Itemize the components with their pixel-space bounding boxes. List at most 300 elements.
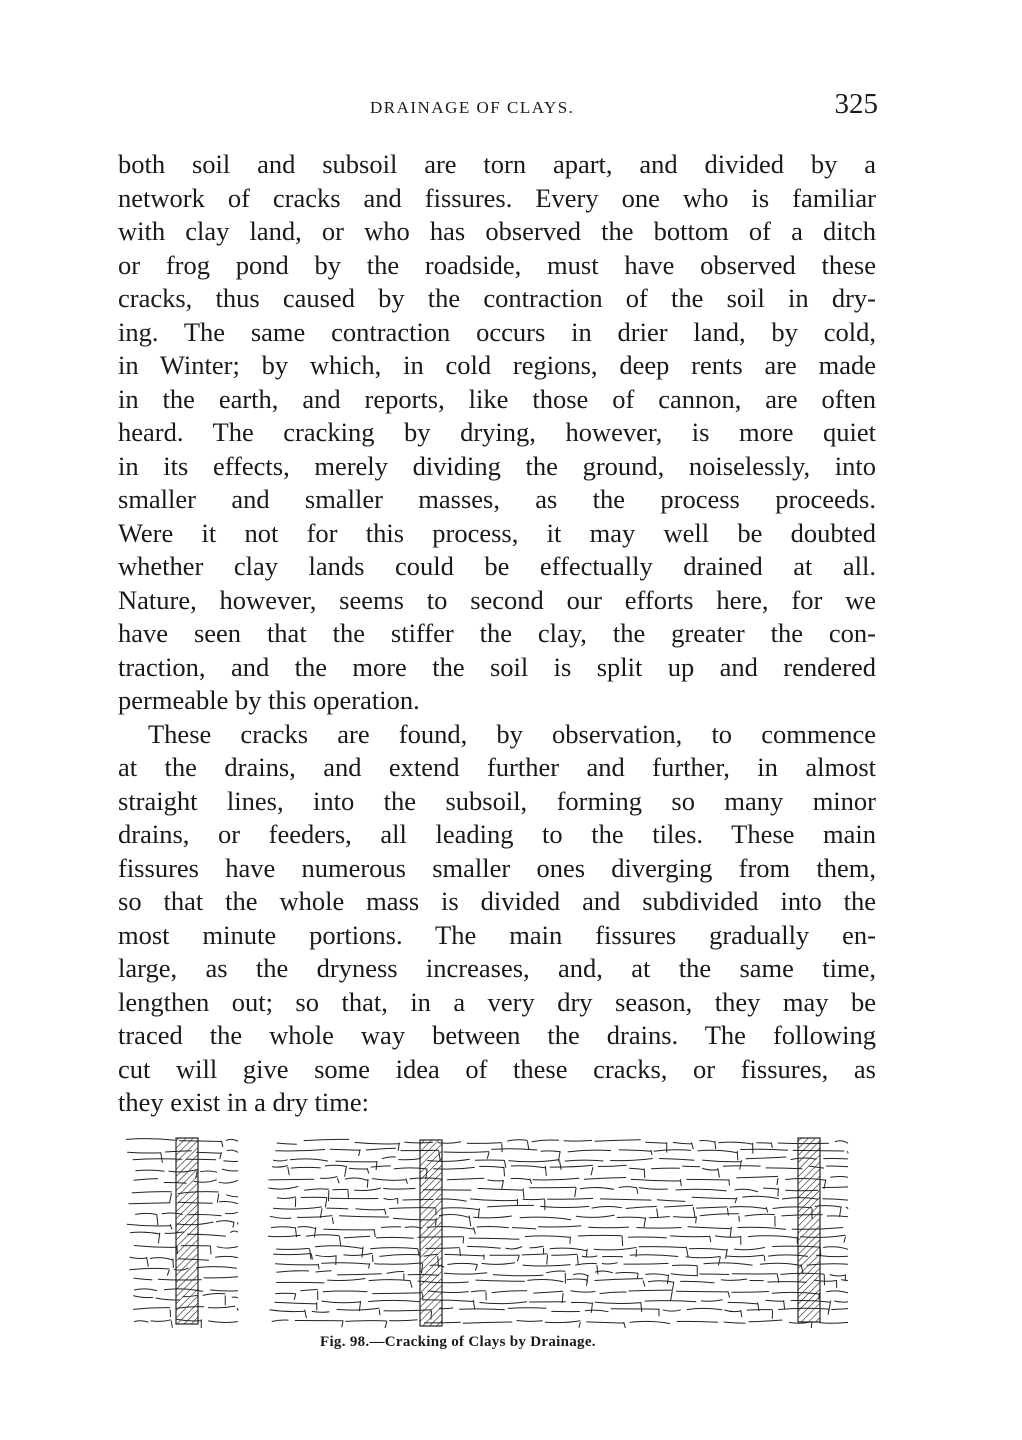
crack-line [291,1167,321,1168]
crack-line [304,1189,329,1190]
crack-line [217,1194,219,1203]
crack-line [339,1216,389,1217]
crack-line [126,1139,175,1141]
crack-line [399,1159,421,1160]
crack-line [270,1310,305,1312]
crack-line [469,1216,471,1227]
crack-line [132,1192,172,1193]
crack-line [823,1247,848,1250]
crack-line [376,1237,414,1238]
body-text [118,148,876,1120]
crack-line [134,1289,157,1291]
crack-line [784,1300,785,1309]
crack-line [384,1198,398,1199]
text-line: traced the whole way between the drains. The following [118,1020,876,1050]
crack-line [545,1321,581,1323]
crack-line [340,1236,341,1246]
crack-line [586,1322,624,1323]
crack-line [564,1140,592,1141]
text-line: both soil and subsoil are torn apart, and divided by a [118,149,876,179]
crack-line [657,1209,658,1218]
crack-line [478,1188,523,1190]
crack-line [551,1254,577,1255]
text-line: in its effects, merely dividing the ground, noiselessly, into [118,450,876,481]
crack-line [273,1160,288,1161]
crack-line [671,1291,673,1301]
crack-line [610,1159,652,1161]
crack-line [533,1178,580,1180]
text-line: lengthen out; so that, in a very dry season, they may be [118,986,876,1017]
crack-line [616,1273,639,1274]
crack-line [133,1296,153,1298]
crack-line [637,1273,638,1279]
crack-line [196,1267,237,1269]
crack-line [471,1291,486,1292]
crack-line [523,1265,571,1266]
crack-line [473,1300,474,1309]
crack-line [702,1160,741,1162]
crack-line [630,1255,678,1257]
crack-line [643,1281,645,1287]
crack-line [312,1311,330,1312]
crack-line [463,1322,512,1323]
crack-line [529,1246,543,1248]
text-line: most minute portions. The main fissures gradually en- [118,919,876,950]
crack-line [150,1258,173,1261]
crack-line [730,1207,767,1209]
crack-line [577,1255,578,1265]
crack-line [385,1321,387,1328]
crack-line [522,1254,548,1255]
crack-line [196,1152,221,1153]
crack-line [237,1308,238,1310]
crack-line [692,1197,737,1198]
crack-line [326,1208,348,1209]
crack-line [129,1268,169,1269]
crack-line [680,1281,714,1283]
crack-line [545,1166,546,1176]
crack-line [766,1207,768,1212]
crack-line [527,1280,563,1282]
crack-line [699,1140,714,1142]
crack-line [342,1321,343,1328]
crack-line [591,1303,592,1313]
crack-line [657,1200,685,1202]
crack-line [520,1217,571,1220]
crack-line [487,1152,489,1159]
crack-line [736,1176,778,1178]
crack-line [764,1256,765,1261]
crack-line [582,1256,598,1257]
crack-line [727,1208,728,1216]
crack-line [816,1255,848,1256]
crack-line [827,1216,848,1217]
crack-line [210,1290,238,1291]
crack-line [568,1150,611,1152]
crack-line [571,1302,593,1303]
crack-line [374,1229,375,1237]
crack-line [600,1199,652,1200]
crack-line [639,1188,668,1190]
crack-line [470,1199,517,1201]
crack-line [477,1226,509,1227]
crack-line [576,1215,615,1217]
crack-line [692,1142,694,1149]
crack-line [479,1166,504,1167]
crack-line [332,1217,333,1224]
crack-line [718,1168,720,1177]
crack-line [651,1168,680,1169]
crack-line [728,1302,758,1304]
drain-column-center [420,1140,442,1326]
crack-line [741,1310,742,1317]
drain-column-left [176,1138,198,1324]
crack-line [649,1217,670,1218]
crack-line [275,1150,325,1151]
crack-line [738,1227,786,1229]
crack-line [343,1253,372,1255]
crack-line [740,1149,788,1150]
crack-line [600,1292,627,1294]
crack-line [588,1227,629,1228]
crack-line [320,1177,338,1179]
crack-line [222,1169,238,1171]
crack-line [622,1236,623,1246]
text-line: Nature, however, seems to second our efforts here, for we [118,584,876,615]
crack-line [584,1178,626,1180]
crack-line [718,1257,720,1266]
crack-line [226,1195,238,1197]
crack-line [724,1322,746,1323]
crack-line [742,1196,779,1198]
crack-line [332,1189,348,1190]
crack-line [505,1247,522,1249]
crack-line [442,1208,480,1210]
crack-line [200,1171,217,1172]
crack-line [715,1236,741,1237]
crack-line [381,1227,401,1228]
crack-line [368,1300,420,1301]
crack-line [406,1179,408,1184]
text-line: have seen that the stiffer the clay, the greater the con- [118,618,876,648]
crack-line [547,1198,593,1199]
crack-line [382,1157,396,1159]
crack-line [275,1264,318,1265]
crack-line [509,1160,560,1162]
crack-line [822,1199,848,1200]
crack-line [693,1207,695,1218]
crack-line [570,1291,595,1292]
crack-line [673,1142,692,1144]
crack-line [300,1290,317,1291]
crack-line [602,1263,618,1264]
crack-line [290,1159,328,1161]
crack-line [822,1187,848,1188]
crack-line [673,1217,696,1218]
crack-line [158,1233,159,1244]
crack-line [410,1281,412,1288]
crack-line [726,1255,764,1257]
crack-line [737,1151,738,1160]
crack-line [715,1141,716,1149]
crack-line [688,1227,732,1229]
crack-line [756,1143,771,1144]
crack-line [127,1224,170,1226]
crack-line [161,1152,163,1163]
crack-line [270,1216,292,1218]
crack-line [624,1263,669,1264]
crack-line [130,1232,160,1234]
crack-line [227,1150,238,1152]
text-line: permeable by this operation. [118,685,420,715]
crack-line [277,1197,296,1199]
crack-line [507,1140,527,1141]
crack-line [356,1209,385,1210]
crack-line [701,1300,723,1301]
text-line: drains, or feeders, all leading to the tiles. These main [118,819,876,849]
crack-line [628,1237,667,1238]
crack-line [659,1159,694,1161]
crack-line [232,1297,238,1298]
crack-line [579,1322,581,1328]
crack-line [546,1271,565,1273]
crack-line [629,1168,644,1169]
text-line: whether clay lands could be effectually drained at all. [118,551,876,581]
crack-line [129,1203,171,1204]
crack-line [134,1179,159,1181]
crack-line [380,1254,420,1256]
text-line: large, as the dryness increases, and, at the same time, [118,953,876,983]
crack-line [664,1205,693,1207]
crack-line [745,1214,775,1216]
crack-line [617,1217,646,1218]
crack-line [831,1309,848,1310]
crack-line [624,1322,626,1328]
crack-line [724,1310,740,1312]
crack-line [133,1308,170,1310]
crack-line [268,1186,298,1189]
crack-line [550,1248,588,1251]
text-line: cracks, thus caused by the contraction of the soil in dry- [118,283,876,313]
crack-line [619,1187,637,1188]
crack-line [476,1280,525,1281]
crack-line [573,1274,588,1276]
text-line: ing. The same contraction occurs in drier land, by cold, [118,316,876,347]
crack-line [533,1291,563,1293]
crack-line [636,1228,681,1229]
crack-line [591,1167,593,1175]
crack-line [570,1237,571,1244]
crack-line [778,1188,779,1196]
crack-line [217,1247,238,1249]
crack-line [323,1291,368,1292]
drain-column-right [798,1138,820,1322]
text-line: with clay land, or who has observed the bottom of a ditch [118,216,876,246]
figure-caption: Fig. 98.—Cracking of Clays by Drainage. [320,1334,596,1350]
crack-line [463,1237,464,1243]
crack-line [672,1282,673,1291]
crack-line [828,1310,829,1315]
crack-line [237,1222,238,1224]
crack-line [721,1279,747,1280]
crack-line [508,1308,547,1309]
crack-line [527,1141,529,1150]
crack-line [631,1179,681,1181]
crack-line [130,1257,147,1258]
crack-line [387,1271,404,1273]
crack-line [311,1254,312,1260]
crack-line [348,1190,349,1199]
crack-line [585,1310,609,1312]
crack-line [734,1247,765,1249]
crack-lines [126,1139,848,1328]
crack-line [203,1293,226,1295]
crack-line [630,1321,671,1323]
crack-line [310,1249,311,1259]
crack-line [219,1180,238,1183]
crack-line [645,1301,697,1302]
crack-line [651,1150,652,1155]
crack-line [654,1150,691,1152]
crack-line [487,1205,534,1207]
crack-line [275,1302,317,1304]
crack-line [686,1179,729,1180]
crack-line [372,1293,422,1294]
crack-line [689,1248,728,1250]
crack-line [233,1222,234,1228]
crack-line [330,1149,360,1150]
crack-line [699,1274,729,1275]
crack-line [135,1213,157,1214]
crack-line [371,1166,391,1167]
crack-line [288,1167,290,1175]
crack-line [598,1165,627,1166]
crack-line [687,1308,723,1309]
crack-line [696,1207,727,1208]
text-line: in Winter; by which, in cold regions, deep rents are made [118,350,876,380]
crack-line [844,1237,846,1243]
crack-line [134,1246,177,1248]
crack-line [170,1309,171,1317]
text-line: smaller and smaller masses, as the process proceeds. [118,484,876,514]
crack-line [469,1238,520,1239]
crack-line [834,1301,848,1302]
crack-line [318,1264,319,1270]
crack-line [297,1216,332,1218]
text-line: so that the whole mass is divided and subdivided into the [118,886,876,916]
crack-line [134,1321,148,1322]
crack-line [735,1197,737,1203]
crack-line [611,1309,659,1310]
crack-line [766,1168,803,1169]
crack-line [629,1290,673,1291]
crack-line [127,1152,161,1153]
crack-line [272,1320,289,1322]
crack-line [760,1263,801,1265]
crack-line [597,1265,598,1274]
crack-line [376,1161,377,1170]
crack-line [222,1141,223,1147]
crack-line [763,1188,778,1189]
crack-line [648,1281,674,1282]
crack-line [504,1167,505,1177]
crack-line [710,1236,711,1242]
crack-line [525,1236,571,1238]
crack-line [367,1168,369,1173]
crack-line [383,1188,415,1189]
crack-line [595,1140,641,1142]
crack-line [327,1279,365,1281]
crack-line [811,1322,812,1328]
crack-line [294,1294,296,1300]
crack-line [580,1188,614,1190]
crack-line [777,1178,778,1185]
crack-line [374,1263,423,1264]
crack-line [321,1263,369,1264]
crack-line [523,1199,545,1200]
crack-line [151,1320,172,1322]
crack-line [492,1291,527,1293]
crack-line [523,1188,524,1198]
crack-line [372,1179,406,1181]
crack-line [475,1265,477,1271]
crack-line [560,1161,562,1170]
text-line: in the earth, and reports, like those of cannon, are often [118,383,876,414]
crack-line [230,1231,238,1233]
crack-line [325,1198,327,1208]
clay-cracking-illustration [118,1128,880,1328]
text-line: fissures have numerous smaller ones diverging from them, [118,852,876,883]
crack-line [215,1256,238,1257]
text-line: traction, and the more the soil is split up and rendered [118,651,876,682]
crack-line [841,1280,848,1281]
crack-line [749,1320,783,1322]
crack-line [639,1247,687,1248]
crack-line [686,1247,688,1257]
crack-line [444,1273,487,1274]
crack-line [594,1247,637,1250]
crack-line [135,1170,164,1171]
crack-line [672,1265,697,1266]
crack-line [530,1179,532,1184]
crack-line [170,1193,172,1203]
crack-line [578,1235,622,1236]
crack-line [226,1139,238,1141]
crack-line [676,1291,728,1292]
crack-line [384,1209,386,1215]
crack-line [134,1278,153,1280]
crack-line [704,1263,753,1265]
crack-line [676,1189,727,1191]
crack-line [637,1188,638,1194]
crack-line [225,1212,238,1213]
crack-line [379,1309,380,1315]
crack-line [718,1142,752,1144]
crack-line [345,1321,387,1322]
crack-line [830,1176,848,1177]
crack-line [667,1275,668,1285]
crack-line [306,1235,340,1237]
crack-line [702,1168,718,1170]
crack-line [772,1143,773,1148]
crack-line [315,1255,336,1256]
crack-line [459,1309,505,1310]
text-line: These cracks are found, by observation, to commence [148,718,876,749]
crack-line [405,1227,422,1229]
crack-line [271,1227,295,1228]
crack-line [444,1254,484,1256]
crack-line [644,1218,646,1228]
